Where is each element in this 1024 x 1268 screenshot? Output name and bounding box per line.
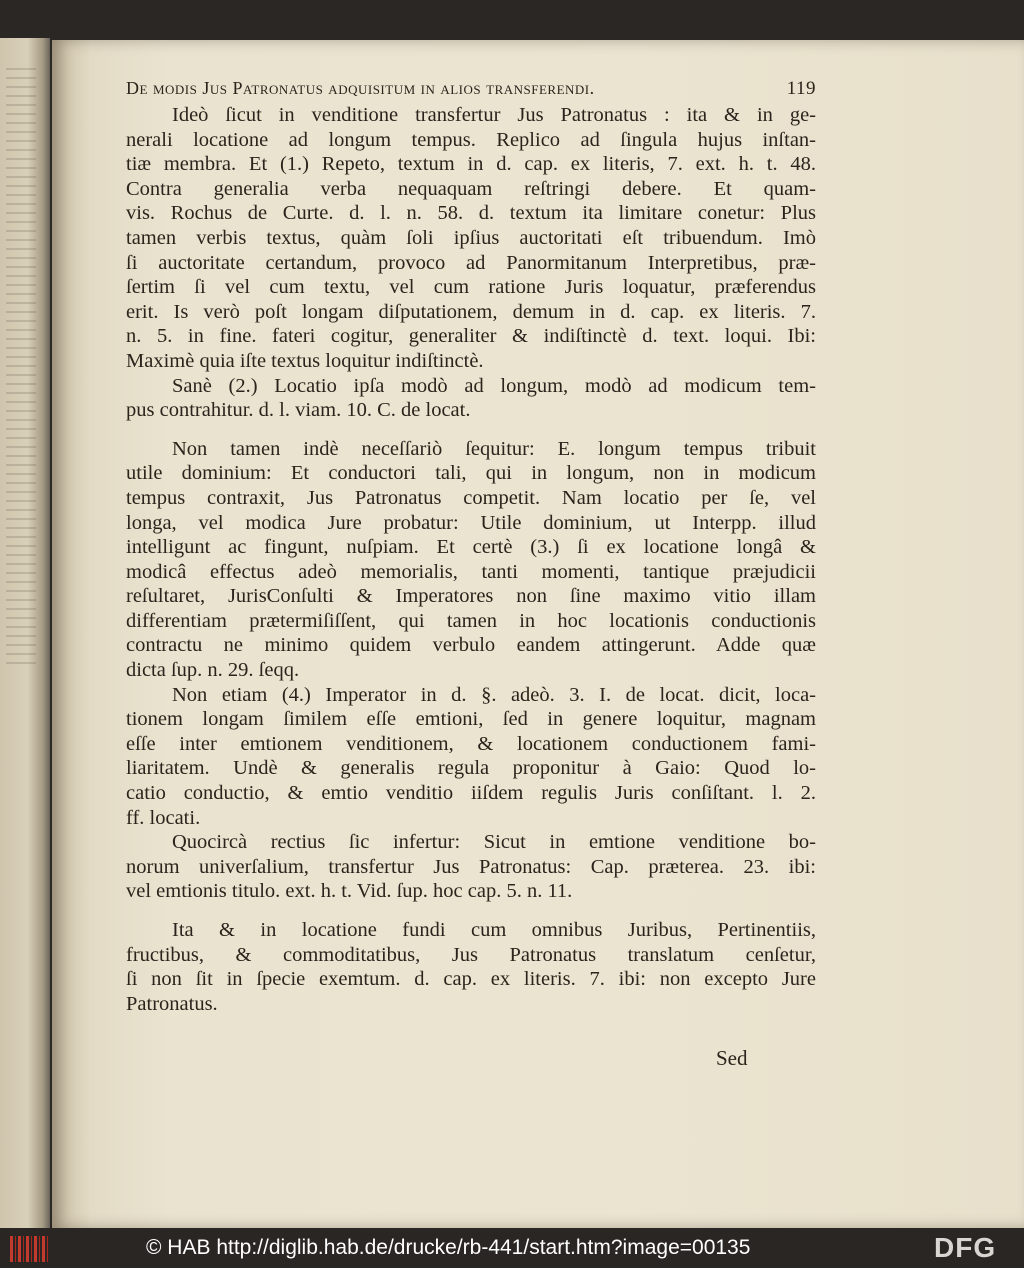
text-line: vel emtionis titulo. ext. h. t. Vid. ſup. hoc cap. 5. n. 11. bbox=[126, 880, 573, 903]
text-line: modicâ effectus adeò memorialis, tanti momenti, tantique præjudicii bbox=[126, 560, 816, 583]
body-text bbox=[126, 103, 816, 1016]
text-line: differentiam prætermiſiſſent, qui tamen in hoc locationis conductionis bbox=[126, 609, 816, 632]
hab-logo-icon bbox=[10, 1236, 48, 1262]
running-head bbox=[126, 76, 816, 101]
text-line: n. 5. in fine. fateri cogitur, generaliter & indiſtinctè d. text. loqui. Ibi: bbox=[126, 325, 816, 348]
text-line: longa, vel modica Jure probatur: Utile dominium, ut Interpp. illud bbox=[126, 511, 816, 534]
previous-page-bleed bbox=[6, 68, 36, 668]
text-line: Sanè (2.) Locatio ipſa modò ad longum, modò ad modicum tem- bbox=[172, 374, 816, 397]
page-text-block bbox=[126, 76, 816, 1016]
text-line: tempus contraxit, Jus Patronatus competit. Nam locatio per ſe, vel bbox=[126, 486, 816, 509]
text-line: tamen verbis textus, quàm ſoli ipſius auctoritati eſt tribuendum. Imò bbox=[126, 226, 816, 249]
text-line: erit. Is verò poſt longam diſputationem, demum in d. cap. ex literis. 7. bbox=[126, 300, 816, 323]
text-line: contractu ne minimo quidem verbulo eandem attingerunt. Adde quæ bbox=[126, 634, 816, 657]
copyright-credit[interactable]: © HAB http://diglib.hab.de/drucke/rb-441/start.htm?image=00135 bbox=[146, 1236, 751, 1259]
paragraph-gap bbox=[126, 904, 816, 918]
text-line: liaritatem. Undè & generalis regula proponitur à Gaio: Quod lo- bbox=[126, 757, 816, 780]
text-line: tionem longam ſimilem eſſe emtioni, ſed in genere loquitur, magnam bbox=[126, 708, 816, 731]
text-line: ſi auctoritate certandum, provoco ad Panormitanum Interpretibus, præ- bbox=[126, 251, 816, 274]
text-line: Ita & in locatione fundi cum omnibus Juribus, Pertinentiis, bbox=[172, 919, 816, 941]
text-line: ſertim ſi vel cum textu, vel cum ratione Juris loquatur, præferendus bbox=[126, 276, 816, 299]
text-line: utile dominium: Et conductori tali, qui in longum, non in modicum bbox=[126, 462, 816, 485]
text-line: intelligunt ac fingunt, nuſpiam. Et certè (3.) ſi ex locatione longâ & bbox=[126, 536, 816, 559]
viewer-footer bbox=[0, 1228, 1024, 1268]
text-line: Maximè quia iſte textus loquitur indiſtinctè. bbox=[126, 349, 484, 372]
scanned-page bbox=[52, 40, 1024, 1228]
text-line: pus contrahitur. d. l. viam. 10. C. de locat. bbox=[126, 399, 471, 422]
text-line: Non tamen indè neceſſariò ſequitur: E. longum tempus tribuit bbox=[172, 437, 816, 460]
previous-page-edge bbox=[0, 38, 50, 1228]
text-line: catio conductio, & emtio venditio iiſdem regulis Juris conſiſtant. l. 2. bbox=[126, 782, 816, 805]
text-line: Contra generalia verba nequaquam reſtringi debere. Et quam- bbox=[126, 177, 816, 200]
text-line: norum univerſalium, transfertur Jus Patronatus: Cap. præterea. 23. ibi: bbox=[126, 855, 816, 878]
text-line: eſſe inter emtionem venditionem, & locationem conductionem fami- bbox=[126, 732, 816, 755]
text-line: nerali locatione ad longum tempus. Replico ad ſingula hujus inſtan- bbox=[126, 128, 816, 151]
catchword: Sed bbox=[716, 1046, 748, 1070]
running-head-title: De modis Jus Patronatus adquisitum in alios transferendi. bbox=[126, 78, 595, 98]
text-line: Quocircà rectius ſic infertur: Sicut in emtione venditione bo- bbox=[172, 831, 816, 854]
text-line: dicta ſup. n. 29. ſeqq. bbox=[126, 659, 300, 682]
text-line: tiæ membra. Et (1.) Repeto, textum in d. cap. ex literis, 7. ext. h. t. 48. bbox=[126, 153, 816, 176]
text-line: ſi non ſit in ſpecie exemtum. d. cap. ex literis. 7. ibi: non excepto Jure bbox=[126, 968, 816, 991]
text-line: reſultaret, JurisConſulti & Imperatores non ſine maximo vitio illam bbox=[126, 585, 816, 608]
dfg-logo: DFG bbox=[934, 1232, 997, 1263]
text-line: Non etiam (4.) Imperator in d. §. adeò. 3. I. de locat. dicit, loca- bbox=[172, 683, 816, 706]
paragraph-gap bbox=[126, 423, 816, 437]
text-line: Patronatus. bbox=[126, 992, 218, 1015]
text-line: fructibus, & commoditatibus, Jus Patronatus translatum cenſetur, bbox=[126, 943, 816, 966]
text-line: Ideò ſicut in venditione transfertur Jus Patronatus : ita & in ge- bbox=[172, 104, 816, 126]
text-line: vis. Rochus de Curte. d. l. n. 58. d. textum ita limitare conetur: Plus bbox=[126, 202, 816, 225]
text-line: ff. locati. bbox=[126, 806, 201, 829]
page-number: 119 bbox=[786, 78, 816, 99]
